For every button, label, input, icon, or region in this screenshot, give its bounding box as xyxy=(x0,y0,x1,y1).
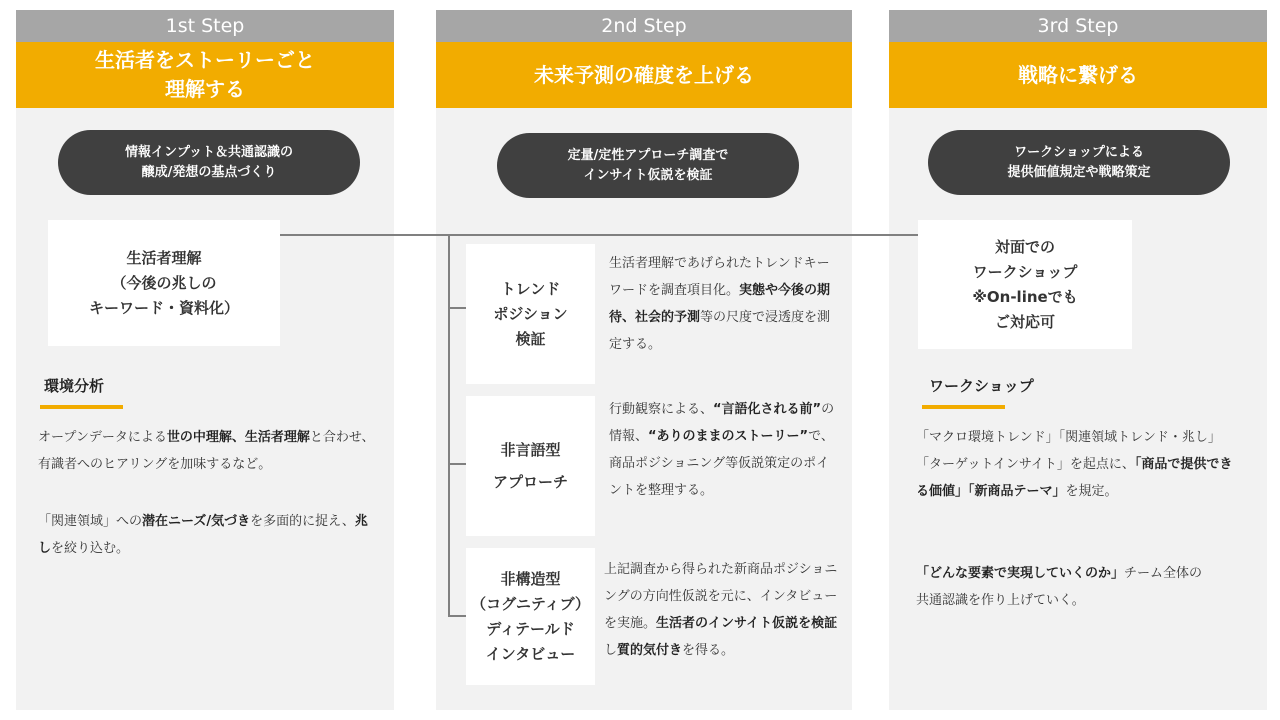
step-2-label: 2nd Step xyxy=(436,10,852,42)
method-2-box: 非言語型 アプローチ xyxy=(466,396,595,536)
step-3-paragraph-1 xyxy=(916,424,1236,505)
connector-branch-2 xyxy=(448,463,466,465)
emphasis-text: “言語化される前” xyxy=(713,402,822,417)
body-text: を絞り込む。 xyxy=(51,541,130,556)
emphasis-text: 生活者のインサイト仮説を検証 xyxy=(656,616,838,631)
body-text: 等の尺度で浸透度を測定する。 xyxy=(609,310,831,352)
emphasis-text: 「どんな要素で実現していくのか」 xyxy=(916,566,1125,581)
emphasis-text: 潜在ニーズ/気づき xyxy=(142,514,251,529)
emphasis-text: “ありのままのストーリー” xyxy=(648,429,809,444)
connector-branch-3 xyxy=(448,615,466,617)
body-text: オープンデータによる xyxy=(38,430,167,445)
body-text: 上記調査から得られた新商品ポジショニングの方向性仮説を元に、インタビューを実施。 xyxy=(604,562,838,631)
step-1-section-title: 環境分析 xyxy=(44,377,105,395)
method-3-desc xyxy=(604,556,844,664)
step-1-column xyxy=(16,10,394,710)
method-1-box: トレンド ポジション 検証 xyxy=(466,244,595,384)
body-text: を多面的に捉え、 xyxy=(250,514,355,529)
step-3-section-underline xyxy=(922,405,1005,409)
body-text: の情報、 xyxy=(609,402,835,444)
body-text: 生活者理解であげられたトレンドキーワードを調査項目化。 xyxy=(609,256,830,298)
step-2-pill: 定量/定性アプローチ調査で インサイト仮説を検証 xyxy=(497,133,799,198)
emphasis-text: 「商品で提供できる価値」「新商品テーマ」 xyxy=(916,457,1233,499)
body-text: を規定。 xyxy=(1065,484,1118,499)
body-text: を得る。 xyxy=(682,643,735,658)
step-2-title: 未来予測の確度を上げる xyxy=(436,42,852,108)
body-text: と合わせ、有識者へのヒアリングを加味するなど。 xyxy=(38,430,375,472)
connector-horizontal-line xyxy=(280,234,918,236)
method-2-desc xyxy=(609,396,841,504)
step-3-title: 戦略に繋げる xyxy=(889,42,1267,108)
step-3-paragraph-2 xyxy=(916,560,1236,614)
connector-branch-1 xyxy=(448,307,466,309)
body-text: チーム全体の 共通認識を作り上げていく。 xyxy=(916,566,1203,608)
step-3-label: 3rd Step xyxy=(889,10,1267,42)
body-text: 行動観察による、 xyxy=(609,402,714,417)
step-1-paragraph-1 xyxy=(38,424,380,478)
emphasis-text: 兆し xyxy=(38,514,368,556)
emphasis-text: 質的気付き xyxy=(617,643,683,658)
emphasis-text: 世の中理解、生活者理解 xyxy=(166,430,310,445)
step-1-title: 生活者をストーリーごと 理解する xyxy=(16,42,394,108)
step-1-box: 生活者理解 （今後の兆しの キーワード・資料化） xyxy=(48,220,280,346)
body-text: 「関連領域」への xyxy=(38,514,143,529)
step-3-section-title: ワークショップ xyxy=(929,377,1034,395)
method-3-box: 非構造型 （コグニティブ） ディテールド インタビュー xyxy=(466,548,595,685)
emphasis-text: 実態や今後の期待、社会的予測 xyxy=(609,283,831,325)
connector-vertical-line xyxy=(448,234,450,616)
step-3-pill: ワークショップによる 提供価値規定や戦略策定 xyxy=(928,130,1230,195)
method-1-desc xyxy=(609,250,841,358)
step-1-pill: 情報インプット＆共通認識の 醸成/発想の基点づくり xyxy=(58,130,360,195)
body-text: で、商品ポジショニング等仮説策定のポイントを整理する。 xyxy=(609,429,834,498)
step-1-section-underline xyxy=(40,405,123,409)
body-text: 「マクロ環境トレンド」「関連領域トレンド・兆し」「ターゲットインサイト」を起点に、 xyxy=(916,430,1221,472)
body-text: し xyxy=(604,643,618,658)
step-1-label: 1st Step xyxy=(16,10,394,42)
step-1-paragraph-2 xyxy=(38,508,380,562)
step-3-box: 対面での ワークショップ ※On-lineでも ご対応可 xyxy=(918,220,1132,349)
